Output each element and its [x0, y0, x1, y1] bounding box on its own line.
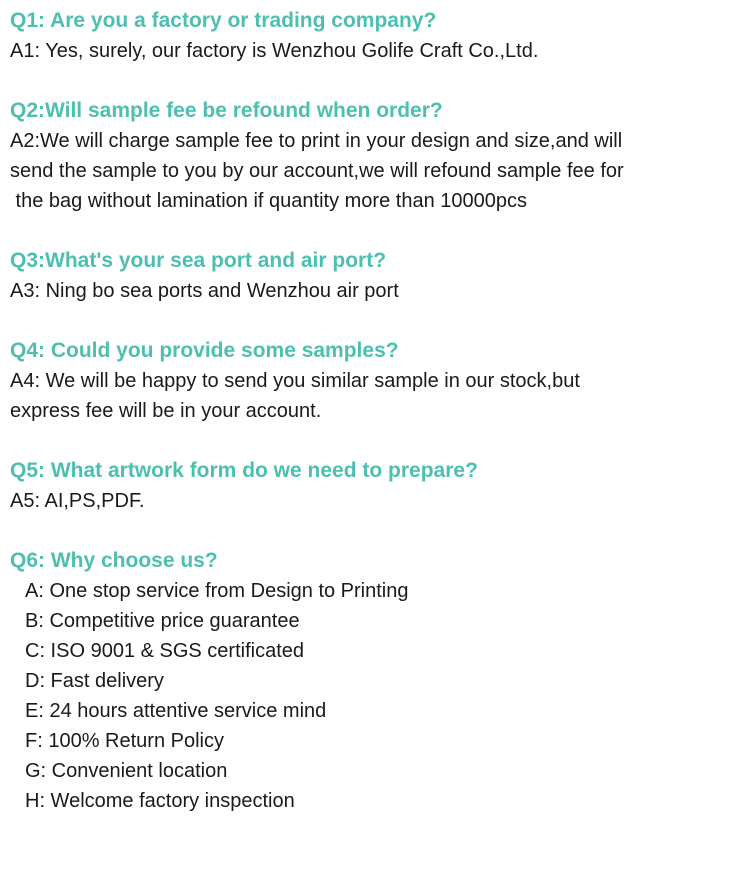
- answer-a3: [10, 276, 740, 306]
- answer-a4: [10, 366, 740, 426]
- answer-a1: [10, 36, 740, 66]
- answer-line: A3: Ning bo sea ports and Wenzhou air port: [10, 280, 399, 302]
- reason-item: F: 100% Return Policy: [25, 730, 224, 752]
- reason-item: B: Competitive price guarantee: [25, 610, 300, 632]
- question-q5: Q5: What artwork form do we need to prepare?: [10, 459, 478, 482]
- answer-a5: [10, 486, 740, 516]
- reason-item: C: ISO 9001 & SGS certificated: [25, 640, 305, 662]
- faq-item-q6: [10, 546, 740, 816]
- reason-item: G: Convenient location: [25, 760, 228, 782]
- question-q4: Q4: Could you provide some samples?: [10, 339, 399, 362]
- answer-line: send the sample to you by our account,we will refound sample fee for: [10, 160, 624, 182]
- answer-line: A4: We will be happy to send you similar sample in our stock,but: [10, 370, 580, 392]
- question-q6: Q6: Why choose us?: [10, 549, 218, 572]
- answer-line: express fee will be in your account.: [10, 400, 322, 422]
- reason-item: D: Fast delivery: [25, 670, 164, 692]
- reason-item: H: Welcome factory inspection: [25, 790, 295, 812]
- faq-item-q5: [10, 456, 740, 516]
- answer-line: A1: Yes, surely, our factory is Wenzhou Golife Craft Co.,Ltd.: [10, 40, 539, 62]
- reason-item: E: 24 hours attentive service mind: [25, 700, 327, 722]
- faq-item-q3: [10, 246, 740, 306]
- answer-line: A2:We will charge sample fee to print in your design and size,and will: [10, 130, 623, 152]
- faq-item-q4: [10, 336, 740, 426]
- answer-a2: [10, 126, 740, 216]
- answer-line: A5: AI,PS,PDF.: [10, 490, 145, 512]
- answer-line: the bag without lamination if quantity more than 10000pcs: [10, 190, 527, 212]
- question-q3: Q3:What's your sea port and air port?: [10, 249, 387, 272]
- faq-item-q1: [10, 6, 740, 66]
- question-q2: Q2:Will sample fee be refound when order?: [10, 99, 443, 122]
- question-q1: Q1: Are you a factory or trading company?: [10, 9, 437, 32]
- faq-item-q2: [10, 96, 740, 216]
- faq-section: [10, 6, 740, 846]
- reasons-list: [10, 576, 740, 816]
- reason-item: A: One stop service from Design to Printing: [25, 580, 409, 602]
